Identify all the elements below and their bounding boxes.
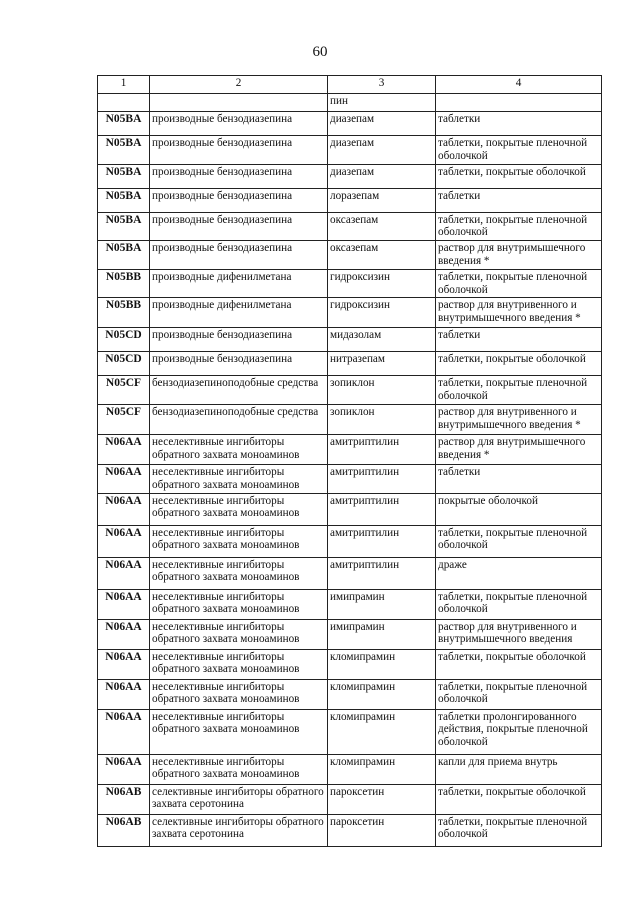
group-cell: неселективные ингибиторы обратного захвата моноаминов <box>150 525 328 557</box>
drug-name-cell: пин <box>328 94 436 112</box>
group-cell: бензодиазепиноподобные средства <box>150 376 328 405</box>
table-row <box>98 188 602 212</box>
drug-name-cell: имипрамин <box>328 589 436 619</box>
atc-code-cell: N05CD <box>98 328 150 352</box>
atc-code-cell: N05BA <box>98 212 150 241</box>
dosage-form-cell: раствор для внутривенного и внутримышечного введения * <box>436 404 602 434</box>
column-header: 4 <box>436 76 602 94</box>
atc-code-cell: N05BA <box>98 112 150 136</box>
dosage-form-cell: таблетки <box>436 464 602 493</box>
dosage-form-cell: капли для приема внутрь <box>436 754 602 784</box>
table-row <box>98 525 602 557</box>
table-row <box>98 754 602 784</box>
drug-name-cell: мидазолам <box>328 328 436 352</box>
drug-name-cell: диазепам <box>328 164 436 188</box>
drug-name-cell: пароксетин <box>328 784 436 814</box>
group-cell <box>150 94 328 112</box>
drug-name-cell: амитриптилин <box>328 493 436 525</box>
group-cell: неселективные ингибиторы обратного захвата моноаминов <box>150 709 328 754</box>
atc-code-cell: N05CD <box>98 352 150 376</box>
table-row <box>98 136 602 165</box>
atc-code-cell: N06AA <box>98 434 150 464</box>
table-row <box>98 464 602 493</box>
group-cell: производные бензодиазепина <box>150 112 328 136</box>
group-cell: селективные ингибиторы обратного захвата серотонина <box>150 814 328 846</box>
atc-code-cell: N05BB <box>98 298 150 328</box>
dosage-form-cell: таблетки пролонгированного действия, покрытые пленочной оболочкой <box>436 709 602 754</box>
group-cell: производные бензодиазепина <box>150 352 328 376</box>
atc-code-cell: N06AA <box>98 619 150 649</box>
drug-table <box>97 75 602 847</box>
table-row <box>98 784 602 814</box>
atc-code-cell: N06AA <box>98 557 150 589</box>
drug-name-cell: кломипрамин <box>328 679 436 709</box>
table-row <box>98 269 602 298</box>
dosage-form-cell: раствор для внутримышечного введения * <box>436 434 602 464</box>
drug-name-cell: зопиклон <box>328 376 436 405</box>
atc-code-cell: N06AB <box>98 784 150 814</box>
dosage-form-cell: таблетки, покрытые оболочкой <box>436 784 602 814</box>
table-row <box>98 649 602 679</box>
drug-name-cell: оксазепам <box>328 241 436 270</box>
drug-name-cell: амитриптилин <box>328 434 436 464</box>
atc-code-cell: N05CF <box>98 376 150 405</box>
drug-name-cell: оксазепам <box>328 212 436 241</box>
group-cell: производные бензодиазепина <box>150 212 328 241</box>
dosage-form-cell: таблетки, покрытые пленочной оболочкой <box>436 376 602 405</box>
group-cell: неселективные ингибиторы обратного захвата моноаминов <box>150 619 328 649</box>
dosage-form-cell: драже <box>436 557 602 589</box>
drug-name-cell: кломипрамин <box>328 754 436 784</box>
atc-code-cell: N05BA <box>98 136 150 165</box>
atc-code-cell: N05BA <box>98 188 150 212</box>
drug-name-cell: гидроксизин <box>328 298 436 328</box>
dosage-form-cell: покрытые оболочкой <box>436 493 602 525</box>
group-cell: производные дифенилметана <box>150 269 328 298</box>
atc-code-cell: N05BA <box>98 241 150 270</box>
drug-name-cell: диазепам <box>328 136 436 165</box>
dosage-form-cell: таблетки, покрытые оболочкой <box>436 352 602 376</box>
table-row <box>98 709 602 754</box>
group-cell: неселективные ингибиторы обратного захвата моноаминов <box>150 649 328 679</box>
dosage-form-cell: таблетки, покрытые оболочкой <box>436 164 602 188</box>
drug-name-cell: зопиклон <box>328 404 436 434</box>
group-cell: неселективные ингибиторы обратного захвата моноаминов <box>150 434 328 464</box>
table-row <box>98 352 602 376</box>
atc-code-cell: N06AA <box>98 754 150 784</box>
drug-name-cell: пароксетин <box>328 814 436 846</box>
table-row <box>98 376 602 405</box>
table-row <box>98 164 602 188</box>
dosage-form-cell: таблетки <box>436 328 602 352</box>
dosage-form-cell: таблетки, покрытые пленочной оболочкой <box>436 136 602 165</box>
atc-code-cell <box>98 94 150 112</box>
atc-code-cell: N06AB <box>98 814 150 846</box>
atc-code-cell: N05BB <box>98 269 150 298</box>
column-header: 1 <box>98 76 150 94</box>
atc-code-cell: N06AA <box>98 493 150 525</box>
dosage-form-cell: таблетки, покрытые пленочной оболочкой <box>436 679 602 709</box>
group-cell: производные дифенилметана <box>150 298 328 328</box>
atc-code-cell: N06AA <box>98 679 150 709</box>
table-row <box>98 212 602 241</box>
group-cell: производные бензодиазепина <box>150 241 328 270</box>
group-cell: неселективные ингибиторы обратного захвата моноаминов <box>150 679 328 709</box>
dosage-form-cell: таблетки, покрытые оболочкой <box>436 649 602 679</box>
drug-name-cell: нитразепам <box>328 352 436 376</box>
dosage-form-cell: таблетки, покрытые пленочной оболочкой <box>436 269 602 298</box>
group-cell: неселективные ингибиторы обратного захвата моноаминов <box>150 754 328 784</box>
table-row <box>98 434 602 464</box>
dosage-form-cell: таблетки, покрытые пленочной оболочкой <box>436 814 602 846</box>
table-row <box>98 589 602 619</box>
column-header: 2 <box>150 76 328 94</box>
drug-name-cell: диазепам <box>328 112 436 136</box>
dosage-form-cell: таблетки <box>436 188 602 212</box>
table-row <box>98 814 602 846</box>
table-row <box>98 679 602 709</box>
group-cell: производные бензодиазепина <box>150 164 328 188</box>
group-cell: неселективные ингибиторы обратного захвата моноаминов <box>150 589 328 619</box>
page-number: 60 <box>312 44 328 60</box>
group-cell: производные бензодиазепина <box>150 188 328 212</box>
atc-code-cell: N05BA <box>98 164 150 188</box>
dosage-form-cell: раствор для внутримышечного введения * <box>436 241 602 270</box>
atc-code-cell: N06AA <box>98 649 150 679</box>
atc-code-cell: N06AA <box>98 464 150 493</box>
dosage-form-cell: таблетки, покрытые пленочной оболочкой <box>436 212 602 241</box>
table-row <box>98 112 602 136</box>
group-cell: производные бензодиазепина <box>150 328 328 352</box>
group-cell: бензодиазепиноподобные средства <box>150 404 328 434</box>
atc-code-cell: N06AA <box>98 525 150 557</box>
drug-name-cell: амитриптилин <box>328 464 436 493</box>
dosage-form-cell: таблетки, покрытые пленочной оболочкой <box>436 525 602 557</box>
drug-name-cell: кломипрамин <box>328 709 436 754</box>
drug-name-cell: лоразепам <box>328 188 436 212</box>
table-row <box>98 241 602 270</box>
group-cell: селективные ингибиторы обратного захвата серотонина <box>150 784 328 814</box>
drug-name-cell: имипрамин <box>328 619 436 649</box>
table-row <box>98 328 602 352</box>
group-cell: производные бензодиазепина <box>150 136 328 165</box>
table-row <box>98 298 602 328</box>
table-row <box>98 404 602 434</box>
drug-name-cell: гидроксизин <box>328 269 436 298</box>
table-row <box>98 619 602 649</box>
table-row <box>98 557 602 589</box>
group-cell: неселективные ингибиторы обратного захвата моноаминов <box>150 557 328 589</box>
atc-code-cell: N06AA <box>98 589 150 619</box>
atc-code-cell: N06AA <box>98 709 150 754</box>
drug-name-cell: амитриптилин <box>328 525 436 557</box>
drug-name-cell: амитриптилин <box>328 557 436 589</box>
drug-name-cell: кломипрамин <box>328 649 436 679</box>
table-row <box>98 94 602 112</box>
column-header: 3 <box>328 76 436 94</box>
group-cell: неселективные ингибиторы обратного захвата моноаминов <box>150 464 328 493</box>
dosage-form-cell: раствор для внутривенного и внутримышечного введения * <box>436 298 602 328</box>
group-cell: неселективные ингибиторы обратного захвата моноаминов <box>150 493 328 525</box>
dosage-form-cell: таблетки, покрытые пленочной оболочкой <box>436 589 602 619</box>
table-header-row <box>98 76 602 94</box>
atc-code-cell: N05CF <box>98 404 150 434</box>
table-row <box>98 493 602 525</box>
dosage-form-cell <box>436 94 602 112</box>
dosage-form-cell: таблетки <box>436 112 602 136</box>
dosage-form-cell: раствор для внутривенного и внутримышечного введения <box>436 619 602 649</box>
